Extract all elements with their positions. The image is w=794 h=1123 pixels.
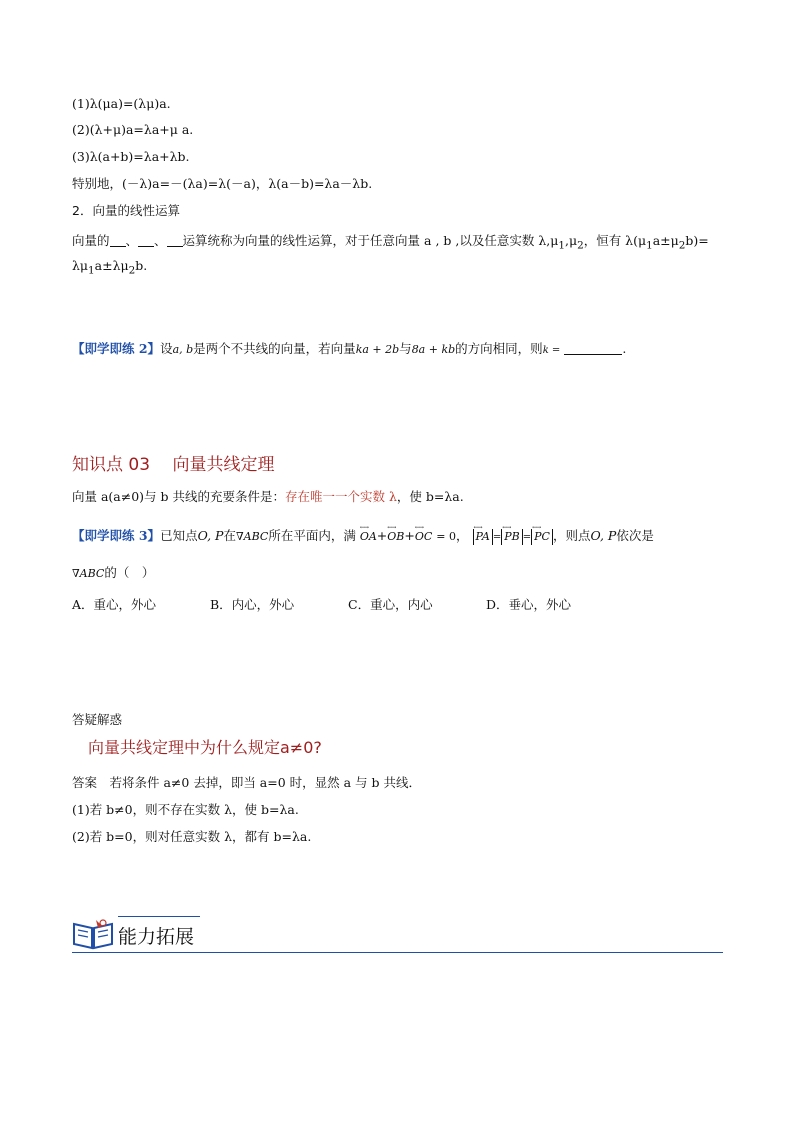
- equals: =: [492, 532, 502, 543]
- vector-oa: ←→ OA: [360, 529, 377, 545]
- linear-heading: 2．向量的线性运算: [72, 203, 180, 218]
- answer-options: [72, 597, 624, 613]
- fill-blank[interactable]: [167, 234, 183, 247]
- option-a[interactable]: A．重心，外心: [72, 597, 157, 612]
- triangle-abc: ∇ABC: [72, 567, 105, 580]
- linear-text: b)=: [685, 233, 709, 248]
- vector-oc: ←→ OC: [415, 529, 432, 545]
- practice-text: 在: [223, 528, 236, 543]
- magnitude-pc: ←→ PC: [531, 529, 553, 545]
- linear-text: a±λμ: [94, 258, 129, 273]
- property-1: (1)λ(μa)=(λμ)a.: [72, 96, 171, 111]
- triangle-abc: ∇ABC: [235, 530, 269, 543]
- theorem-highlight: 存在唯一一个实数 λ: [285, 489, 397, 504]
- property-3: (3)λ(a+b)=λa+λb.: [72, 149, 190, 164]
- linear-text: b.: [135, 258, 148, 273]
- subscript: 1: [646, 239, 653, 252]
- option-c[interactable]: C．重心，内心: [348, 597, 433, 612]
- linear-paragraph-line2: [72, 258, 147, 279]
- linear-paragraph-line1: [72, 233, 709, 254]
- practice-text: 设: [160, 341, 173, 356]
- qa-label: 答疑解惑: [72, 712, 123, 727]
- subscript: 1: [88, 264, 95, 277]
- heading-top-line: [118, 916, 200, 917]
- comma: ，: [456, 528, 469, 543]
- practice-2: [72, 341, 626, 359]
- magnitude-pb: ←→ PB: [501, 529, 523, 545]
- property-special: 特别地，(－λ)a=－(λa)=λ(－a)，λ(a－b)=λa－λb.: [72, 176, 373, 191]
- answer-blank[interactable]: [564, 342, 622, 355]
- linear-text: 向量的: [72, 233, 110, 248]
- subscript: 1: [558, 239, 565, 252]
- practice-text: 与: [399, 341, 412, 356]
- linear-text: λμ: [72, 258, 89, 273]
- plus: +: [376, 528, 388, 543]
- practice-3: [72, 528, 654, 546]
- vector-ob: ←→ OB: [387, 529, 404, 545]
- expression-ka-2b: ka + 2b: [355, 343, 400, 356]
- subscript: 2: [678, 239, 686, 252]
- footer-title: 能力拓展: [118, 926, 195, 948]
- equals-zero: = 0: [436, 530, 456, 543]
- practice-text: 依次是: [616, 528, 654, 543]
- qa-question: 向量共线定理中为什么规定a≠0?: [88, 738, 322, 757]
- fill-blank[interactable]: [138, 234, 154, 247]
- equals: =: [522, 532, 532, 543]
- k-equals: k =: [542, 345, 561, 356]
- period: .: [622, 341, 627, 356]
- separator: 、: [154, 233, 167, 248]
- separator: 、: [125, 233, 139, 248]
- practice-3-line2: [72, 565, 154, 582]
- linear-text: ，恒有 λ(μ: [583, 233, 647, 248]
- points-op: O, P: [590, 528, 617, 543]
- practice-text: 是两个不共线的向量，若向量: [193, 341, 356, 356]
- magnitude-pa: ←→ PA: [473, 529, 493, 545]
- theorem-text: ，使 b=λa.: [396, 489, 464, 504]
- book-icon: [72, 918, 114, 954]
- qa-answer-1: (1)若 b≠0，则不存在实数 λ，使 b=λa.: [72, 802, 299, 817]
- expression-8a-kb: 8a + kb: [411, 343, 456, 356]
- practice-2-tag: 【即学即练 2】: [72, 341, 161, 356]
- plus: +: [404, 528, 415, 543]
- property-2: (2)(λ+μ)a=λa+μ a.: [72, 122, 194, 137]
- subscript: 2: [128, 264, 136, 277]
- linear-text: 运算统称为向量的线性运算，对于任意向量 a , b ,以及任意实数 λ,μ: [182, 233, 559, 248]
- theorem-text: 向量 a(a≠0)与 b 共线的充要条件是：: [72, 489, 286, 504]
- fill-blank[interactable]: [110, 234, 126, 247]
- vector-symbols: a, b: [172, 343, 194, 356]
- practice-text: ，则点: [552, 528, 591, 543]
- practice-text: 所在平面内，满: [268, 528, 356, 543]
- practice-text: 的方向相同，则: [455, 341, 543, 356]
- footer-rule: [72, 952, 723, 953]
- subscript: 2: [577, 239, 584, 252]
- linear-text: a±μ: [652, 233, 679, 248]
- linear-text: ,μ: [564, 233, 578, 248]
- collinear-theorem: [72, 489, 464, 505]
- option-d[interactable]: D．垂心，外心: [486, 597, 572, 612]
- points-op: O, P: [197, 528, 224, 543]
- practice-3-tag: 【即学即练 3】: [72, 528, 161, 543]
- section-03-title: 知识点 03 向量共线定理: [72, 455, 275, 475]
- qa-answer: 答案 若将条件 a≠0 去掉，即当 a=0 时，显然 a 与 b 共线．: [72, 775, 421, 790]
- practice-text: 已知点: [160, 528, 198, 543]
- qa-answer-2: (2)若 b=0，则对任意实数 λ，都有 b=λa.: [72, 829, 312, 844]
- practice-text: 的（ ）: [104, 565, 155, 580]
- option-b[interactable]: B．内心，外心: [210, 597, 295, 612]
